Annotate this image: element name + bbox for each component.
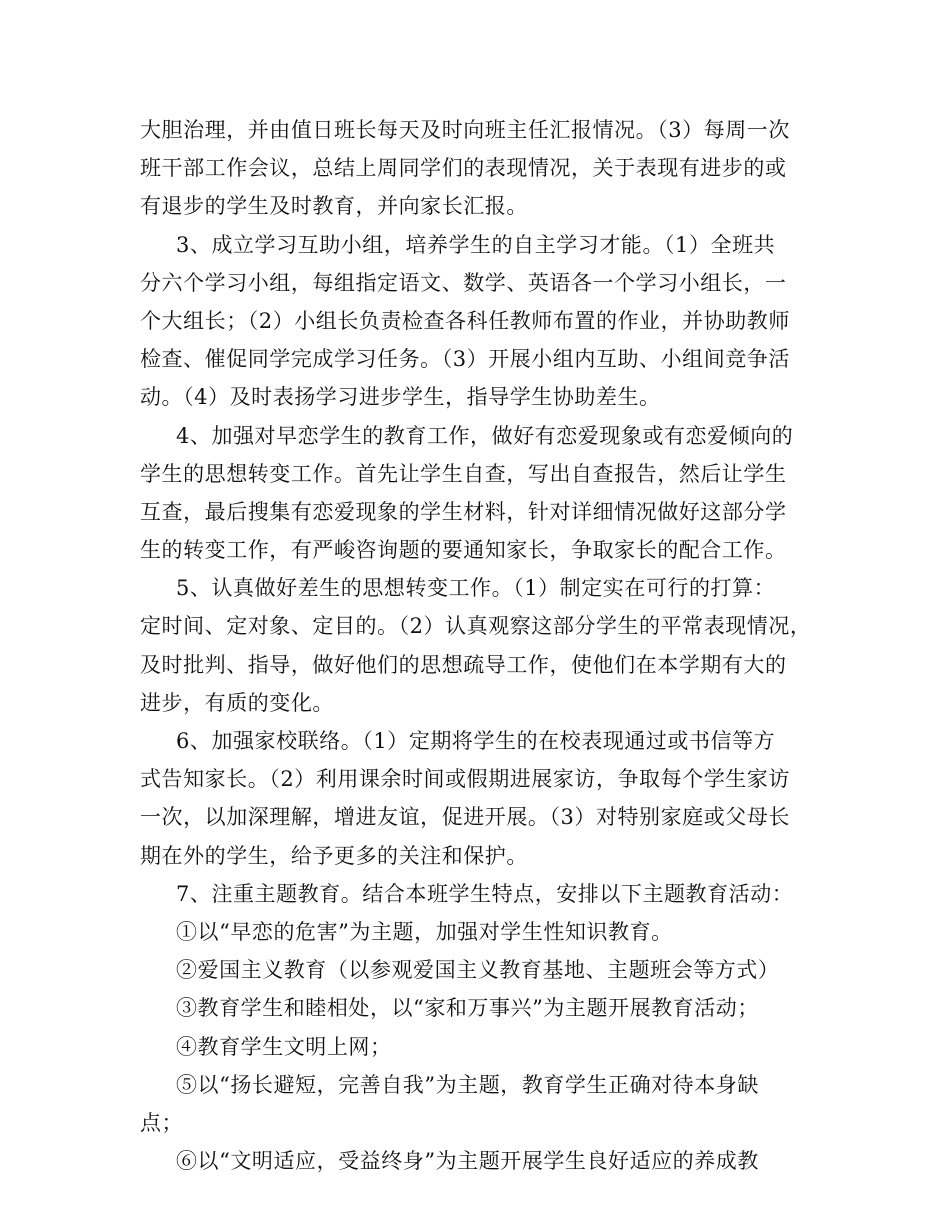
- text-line: ⑤以“扬长避短，完善自我”为主题，教育学生正确对待本身缺: [176, 1072, 759, 1097]
- text-line: 进步，有质的变化。: [140, 690, 334, 715]
- text-line: 定时间、定对象、定目的。（2）认真观察这部分学生的平常表现情况，: [140, 614, 812, 639]
- text-line: 式告知家长。（2）利用课余时间或假期进展家访，争取每个学生家访: [140, 767, 790, 792]
- text-line: 3、成立学习互助小组，培养学生的自主学习才能。（1）全班共: [176, 232, 776, 257]
- text-line: 7、注重主题教育。结合本班学生特点，安排以下主题教育活动：: [176, 881, 794, 906]
- text-line: ①以“早恋的危害”为主题，加强对学生性知识教育。: [176, 919, 673, 944]
- text-line: ④教育学生文明上网；: [176, 1034, 392, 1059]
- text-line: 学生的思想转变工作。首先让学生自查，写出自查报告，然后让学生: [140, 461, 787, 486]
- text-line: ③教育学生和睦相处，以“家和万事兴”为主题开展教育活动；: [176, 996, 759, 1021]
- text-line: 生的转变工作，有严峻咨询题的要通知家长，争取家长的配合工作。: [140, 538, 787, 563]
- text-line: 班干部工作会议，总结上周同学们的表现情况，关于表现有进步的或: [140, 156, 787, 181]
- text-line: 及时批判、指导，做好他们的思想疏导工作，使他们在本学期有大的: [140, 652, 787, 677]
- text-line: 分六个学习小组，每组指定语文、数学、英语各一个学习小组长，一: [140, 270, 787, 295]
- text-line: 期在外的学生，给予更多的关注和保护。: [140, 843, 528, 868]
- text-line: ⑥以“文明适应，受益终身”为主题开展学生良好适应的养成教: [176, 1149, 759, 1174]
- text-line: 有退步的学生及时教育，并向家长汇报。: [140, 194, 528, 219]
- text-line: 个大组长；（2）小组长负责检查各科任教师布置的作业，并协助教师: [140, 308, 790, 333]
- text-line: 动。（4）及时表扬学习进步学生，指导学生协助差生。: [140, 385, 661, 410]
- text-line: 一次，以加深理解，增进友谊，促进开展。（3）对特别家庭或父母长: [140, 805, 790, 830]
- text-line: 4、加强对早恋学生的教育工作，做好有恋爱现象或有恋爱倾向的: [176, 423, 794, 448]
- text-line: 检查、催促同学完成学习任务。（3）开展小组内互助、小组间竞争活: [140, 347, 790, 372]
- text-line: 5、认真做好差生的思想转变工作。（1）制定实在可行的打算：: [176, 576, 776, 601]
- document-body: [140, 111, 820, 1180]
- text-line: 点；: [140, 1110, 184, 1135]
- text-line: 大胆治理，并由值日班长每天及时向班主任汇报情况。（3）每周一次: [140, 118, 790, 142]
- text-line: 互查，最后搜集有恋爱现象的学生材料，针对详细情况做好这部分学: [140, 499, 787, 524]
- text-line: 6、加强家校联络。（1）定期将学生的在校表现通过或书信等方: [176, 729, 776, 753]
- text-line: ②爱国主义教育（以参观爱国主义教育基地、主题班会等方式）: [176, 958, 780, 983]
